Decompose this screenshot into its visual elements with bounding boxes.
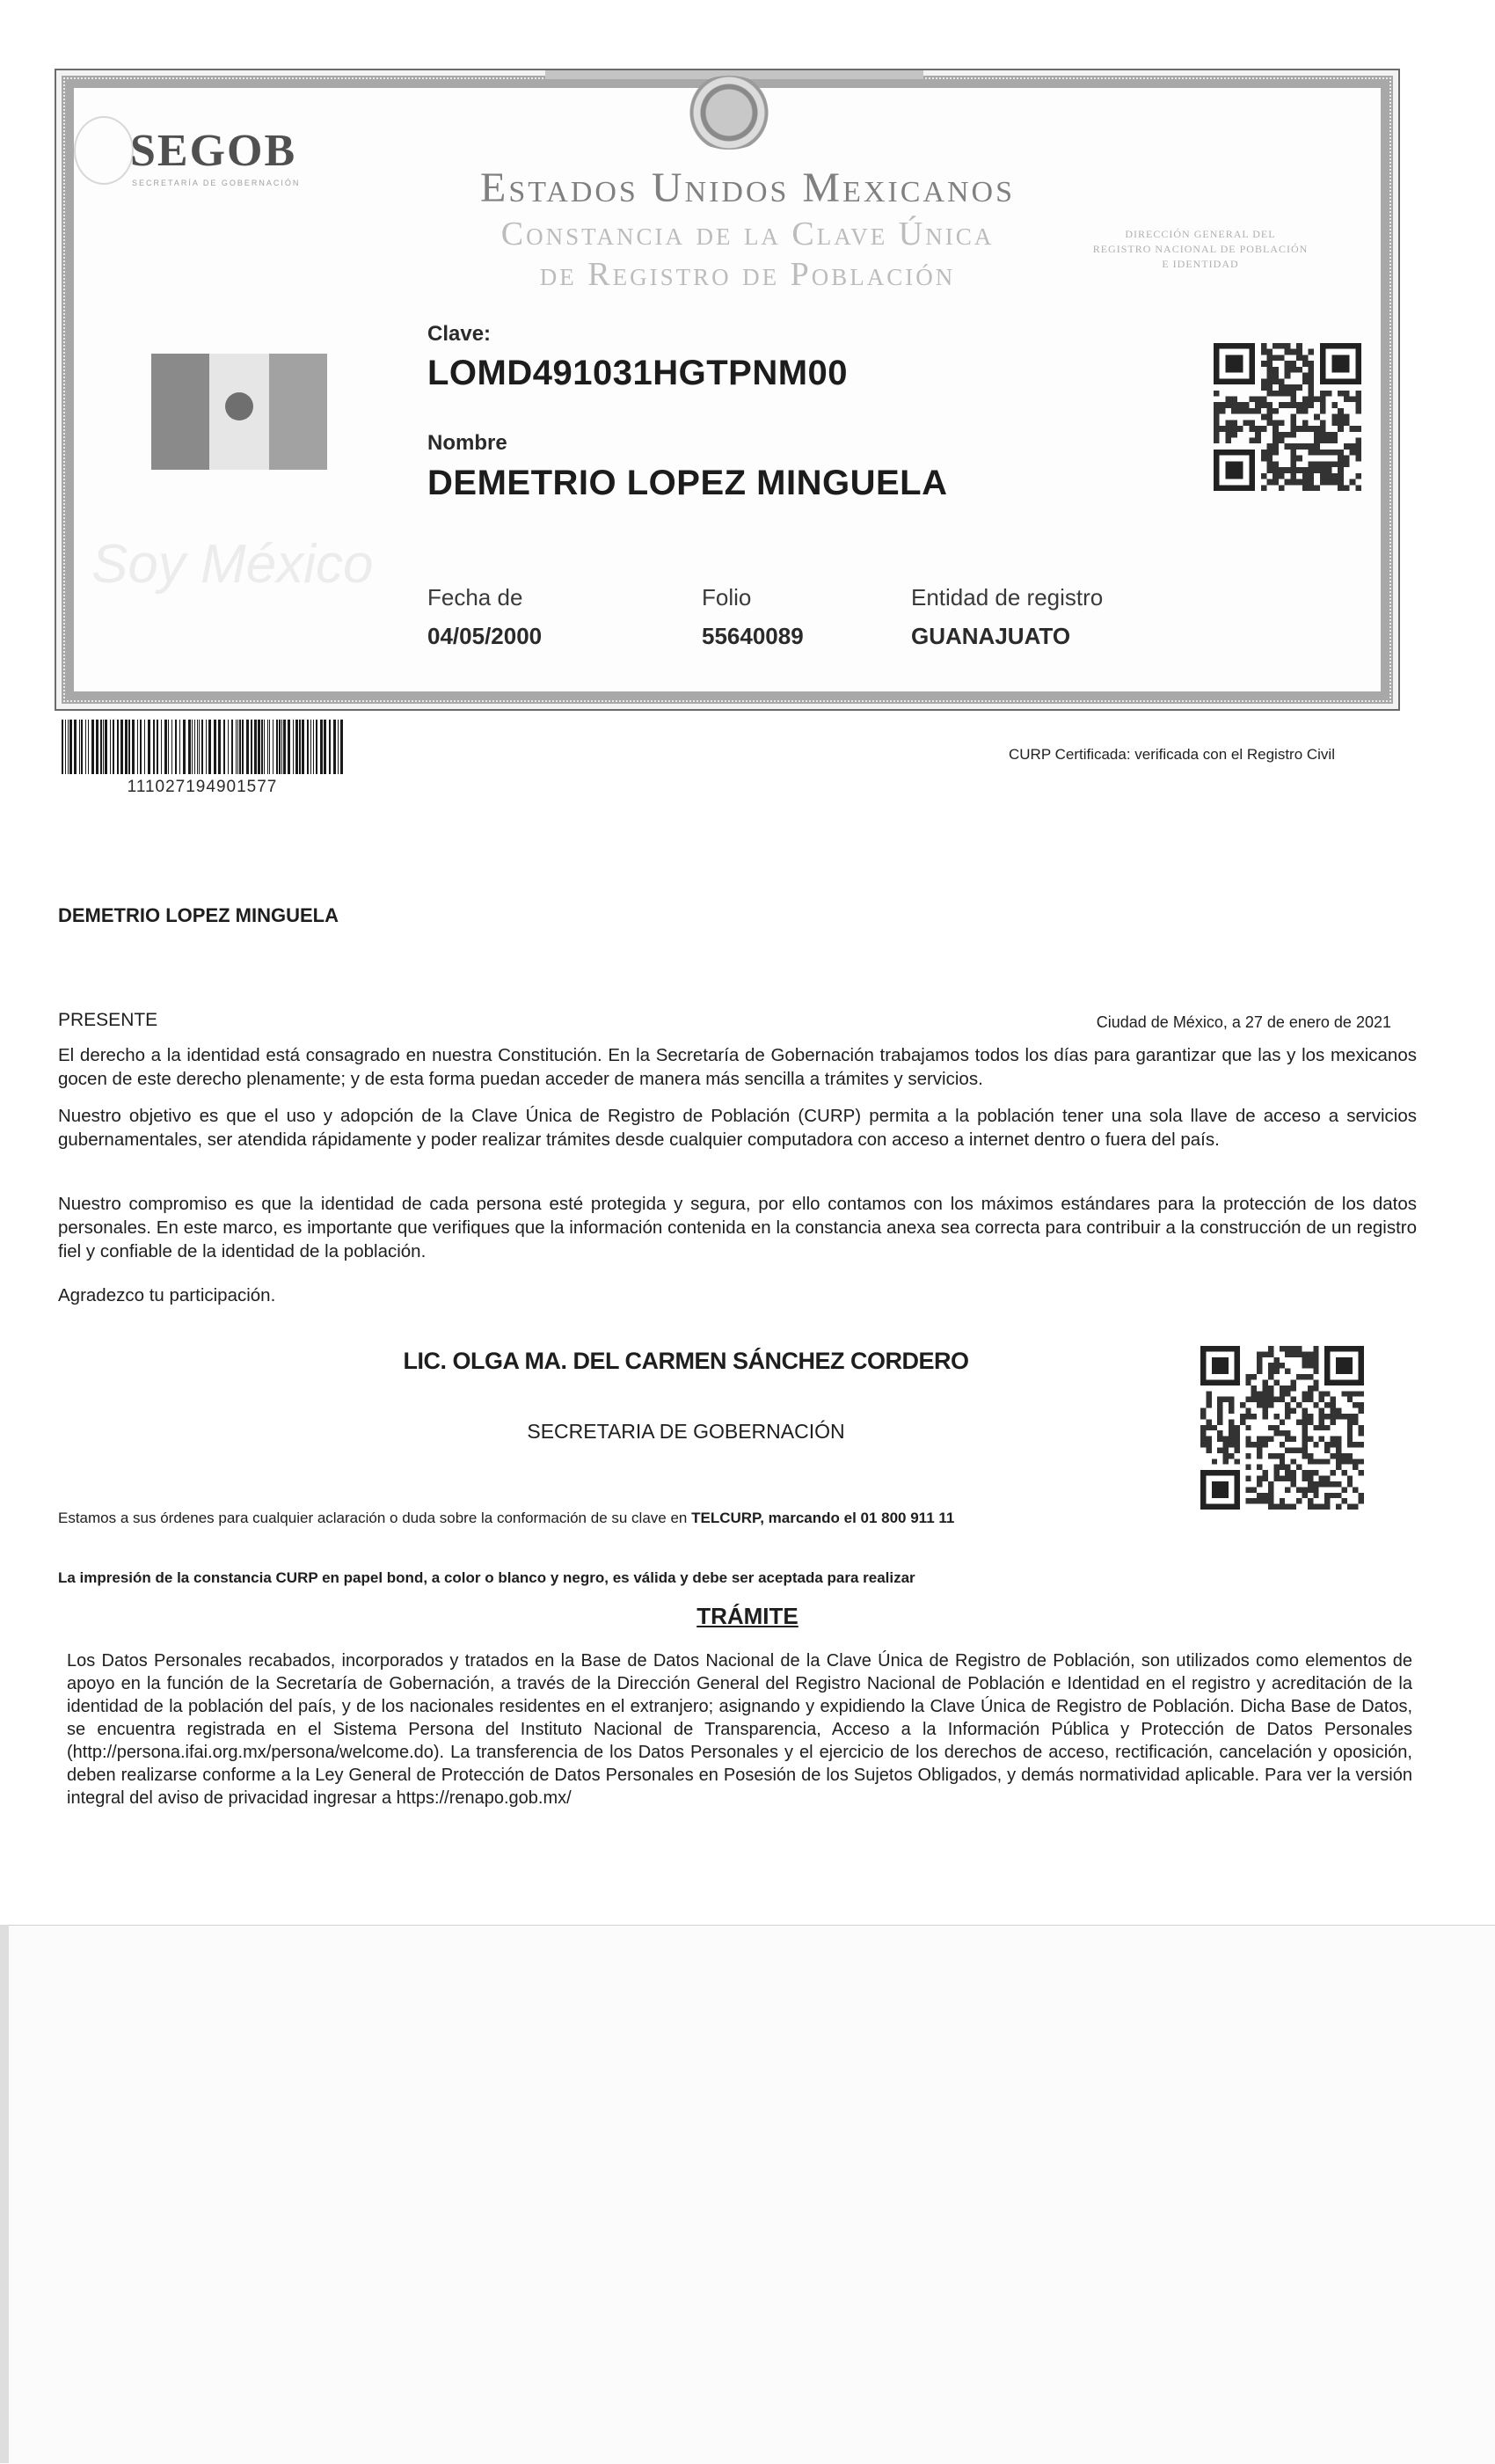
entidad-value: GUANAJUATO (911, 623, 1071, 649)
folio-label: Folio (702, 584, 752, 611)
folio-value: 55640089 (702, 623, 804, 649)
contact-text: Estamos a sus órdenes para cualquier aclaración o duda sobre la conformación de su clave en (58, 1510, 688, 1526)
certification-note: CURP Certificada: verificada con el Registro Civil (1009, 746, 1335, 763)
agency-name-line2: REGISTRO NACIONAL DE POBLACIÓN (1092, 243, 1309, 255)
thanks-line: Agradezco tu participación. (58, 1285, 276, 1305)
city-date: Ciudad de México, a 27 de enero de 2021 (1096, 1013, 1391, 1031)
segob-logo: SEGOB (130, 126, 297, 176)
paragraph-identity-right: El derecho a la identidad está consagrado en nuestra Constitución. En la Secretaría de Gobernación trabajamos todos los días para garantizar que las y los mexicanos gocen de este derecho plenamente; y de esta forma puedan acceder de manera más sencilla a trámites y servicios. (58, 1045, 1417, 1089)
clave-value: LOMD491031HGTPNM00 (427, 354, 849, 392)
presente-label: PRESENTE (58, 1010, 158, 1030)
agency-name-line3: E IDENTIDAD (1162, 258, 1239, 270)
signer-role: SECRETARIA DE GOBERNACIÓN (527, 1420, 845, 1443)
agency-name-line1: DIRECCIÓN GENERAL DEL (1125, 228, 1276, 240)
entidad-label: Entidad de registro (911, 584, 1104, 611)
clave-label: Clave: (427, 322, 492, 346)
agency-name (1055, 227, 1346, 272)
privacy-notice: Los Datos Personales recabados, incorporados y tratados en la Base de Datos Nacional de la Clave Única de Registro de Población, son utilizados como elementos de apoyo en la función de la Secretaría de Gobernación, a través de la Dirección General del Registro Nacional de Población e Identidad en el registro y acreditación de la identidad de la población del país, y de los nacionales residentes en el extranjero; asignando y expidiendo la Clave Única de Registro de Población. Dicha Base de Datos, se encuentra registrada en el Sistema Persona del Instituto Nacional de Transparencia, Acceso a la Información Pública y Protección de Datos Personales (http://persona.ifai.org.mx/persona/welcome.do). La transferencia de los Datos Personales y el ejercicio de los derechos de acceso, rectificación, cancelación y oposición, deben realizarse conforme a la Ley General de Protección de Datos Personales en Posesión de los Sujetos Obligados, y demás normatividad aplicable. Para ver la versión integral del aviso de privacidad ingresar a https://renapo.gob.mx/ (67, 1651, 1412, 1808)
paragraph-commitment: Nuestro compromiso es que la identidad de cada persona esté protegida y segura, por ello contamos con los máximos estándares para la protección de los datos personales. En este marco, es importante que verifiques que la información contenida en la constancia anexa sea correcta para contribuir a la construcción de un registro fiel y confiable de la identidad de la población. (58, 1194, 1417, 1261)
recipient-name: DEMETRIO LOPEZ MINGUELA (58, 904, 339, 926)
barcode (62, 720, 343, 774)
fecha-value: 04/05/2000 (427, 623, 543, 649)
paragraph-objective: Nuestro objetivo es que el uso y adopción de la Clave Única de Registro de Población (CURP) permita a la población tener una sola llave de acceso a servicios gubernamentales, ser atendida rápidamente y poder realizar trámites desde cualquier computadora con acceso a internet dentro o fuera del país. (58, 1106, 1417, 1150)
national-seal-emblem (681, 76, 777, 150)
segob-logo-subtitle: SECRETARÍA DE GOBERNACIÓN (132, 179, 301, 187)
telcurp-phone: TELCURP, marcando el 01 800 911 11 (691, 1510, 955, 1526)
qr-code-icon (1200, 1346, 1364, 1510)
country-title: Estados Unidos Mexicanos (480, 165, 1015, 211)
nombre-label: Nombre (427, 431, 507, 455)
tramite-heading: TRÁMITE (696, 1603, 799, 1629)
bond-paper-note: La impresión de la constancia CURP en papel bond, a color o blanco y negro, es válida y debe ser aceptada para realizar (58, 1569, 915, 1586)
mexican-flag-icon (151, 354, 327, 470)
qr-code-icon (1214, 343, 1361, 491)
scan-edge (0, 1925, 9, 2463)
fecha-label: Fecha de (427, 584, 523, 611)
document-title-line1: Constancia de la Clave Única (500, 216, 995, 252)
scan-blank-area (0, 1925, 1495, 2464)
soy-mexico-watermark: Soy México (91, 534, 374, 595)
contact-line (58, 1510, 954, 1527)
document-title-line2: de Registro de Población (539, 256, 956, 293)
nombre-value: DEMETRIO LOPEZ MINGUELA (427, 464, 948, 502)
signer-name: LIC. OLGA MA. DEL CARMEN SÁNCHEZ CORDERO (403, 1348, 969, 1374)
barcode-number: 111027194901577 (127, 778, 278, 796)
